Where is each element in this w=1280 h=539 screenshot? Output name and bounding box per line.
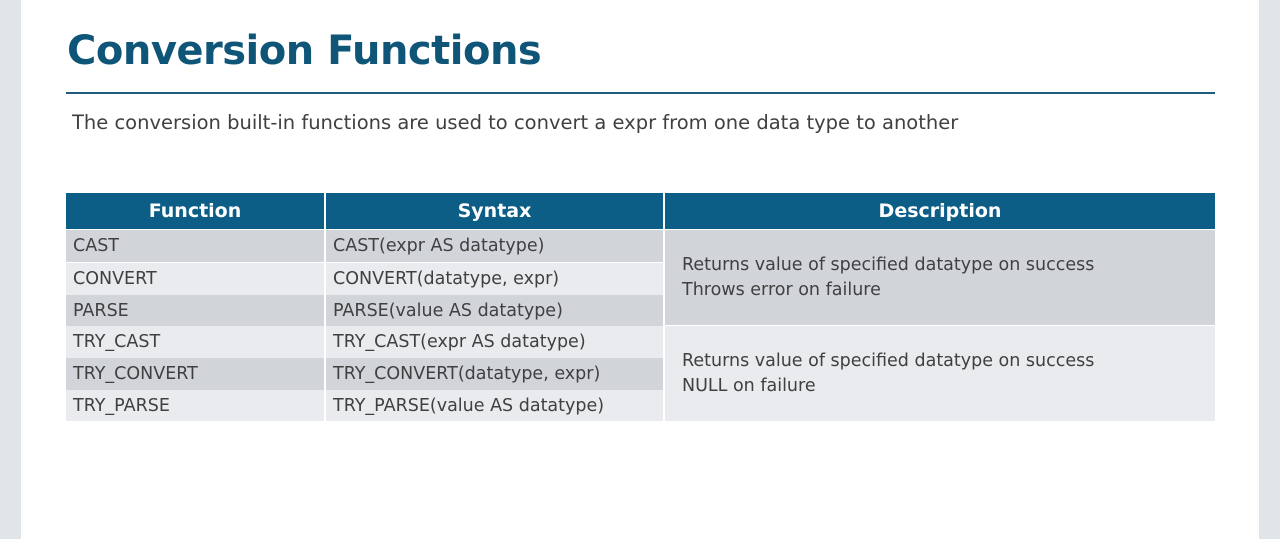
table-row-syntax: TRY_CONVERT(datatype, expr) (326, 358, 663, 390)
table-row-syntax: PARSE(value AS datatype) (326, 295, 663, 327)
table-row-function: TRY_CAST (66, 326, 324, 358)
description-line: Returns value of specified datatype on success (682, 254, 1095, 275)
table-row-syntax: TRY_PARSE(value AS datatype) (326, 390, 663, 421)
slide (21, 0, 1259, 539)
table-row-syntax: CONVERT(datatype, expr) (326, 263, 663, 295)
slide-title: Conversion Functions (67, 28, 542, 74)
description-line: NULL on failure (682, 375, 816, 396)
description-line: Throws error on failure (682, 279, 881, 300)
slide-subtitle: The conversion built-in functions are used to convert a expr from one data type to another (72, 111, 959, 134)
table-row-syntax: TRY_CAST(expr AS datatype) (326, 326, 663, 358)
header-syntax: Syntax (326, 193, 663, 229)
header-function: Function (66, 193, 324, 229)
table-row-function: TRY_PARSE (66, 390, 324, 421)
description-line: Returns value of specified datatype on success (682, 350, 1095, 371)
description-group-standard (665, 230, 1215, 325)
description-group-try (665, 326, 1215, 421)
table-row-function: CAST (66, 230, 324, 262)
header-description: Description (665, 193, 1215, 229)
table-row-syntax: CAST(expr AS datatype) (326, 230, 663, 262)
table-row-function: TRY_CONVERT (66, 358, 324, 390)
table-row-function: CONVERT (66, 263, 324, 295)
conversion-functions-table (66, 193, 1215, 421)
title-underline (66, 92, 1215, 94)
table-row-function: PARSE (66, 295, 324, 327)
